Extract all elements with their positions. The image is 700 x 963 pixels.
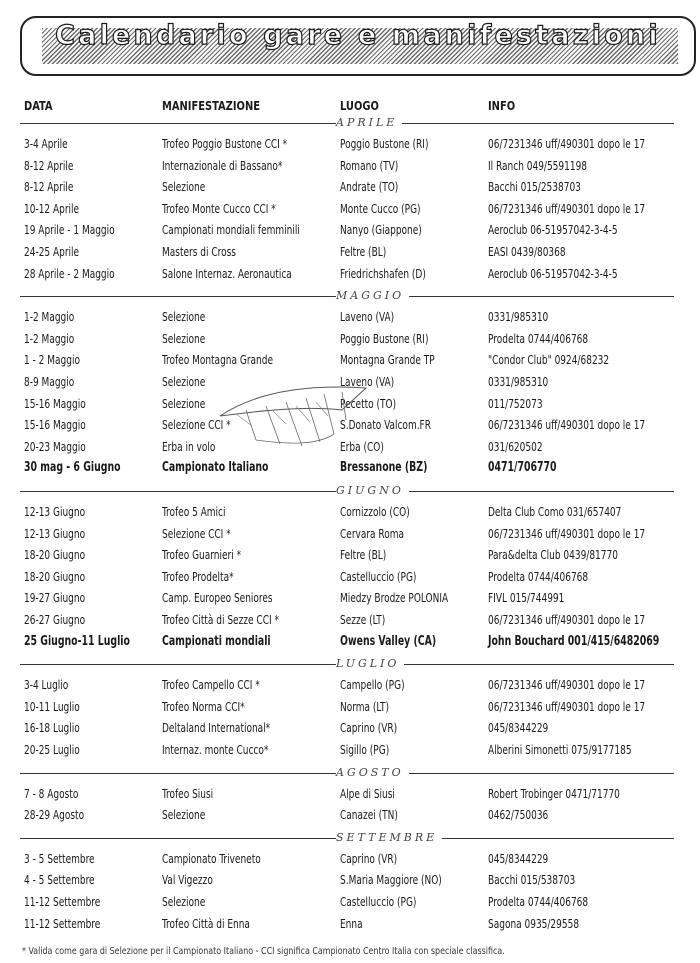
title-banner [20,16,696,76]
cell-place: Feltre (BL) [340,244,387,259]
table-row [0,135,700,156]
cell-event: Camp. Europeo Seniores [162,590,273,606]
cell-event: Campionati mondiali femminili [162,222,300,238]
cell-event: Selezione CCI * [162,417,231,433]
table-row [0,200,700,221]
table-row [0,221,700,242]
cell-event: Selezione [162,179,206,195]
cell-event: Trofeo Siusi [162,785,214,801]
cell-place: Sigillo (PG) [340,742,390,757]
cell-place: Romano (TV) [340,157,399,173]
cell-event: Internazionale di Bassano* [162,157,283,173]
cell-info: Delta Club Como 031/657407 [488,504,622,519]
cell-place: Nanyo (Giappone) [340,222,422,238]
cell-date: 3-4 Luglio [24,677,69,693]
table-row [0,157,700,178]
month-label: APRILE [336,116,402,130]
table-row [0,308,700,329]
cell-info: Prodelta 0744/406768 [488,894,589,909]
cell-place: Caprino (VR) [340,720,398,736]
cell-info: Robert Trobinger 0471/71770 [488,785,620,801]
cell-event: Trofeo 5 Amici [162,504,226,519]
cell-date: 24-25 Aprile [24,244,80,259]
table-row [0,719,700,740]
table-row [0,503,700,524]
cell-date: 3 - 5 Settembre [24,850,95,866]
cell-place: Feltre (BL) [340,547,387,563]
table-row [0,589,700,610]
cell-place: Friedrichshafen (D) [340,265,426,281]
cell-event: Trofeo Monte Cucco CCI * [162,200,276,216]
column-header-place: LUOGO [340,98,379,113]
table-row [0,676,700,697]
cell-date: 1-2 Maggio [24,330,75,346]
cell-event: Campionato Triveneto [162,850,261,866]
cell-date: 20-23 Maggio [24,438,86,454]
cell-info: 0462/750036 [488,807,549,823]
cell-info: 06/7231346 uff/490301 dopo le 17 [488,698,646,714]
cell-date: 12-13 Giugno [24,525,86,541]
cell-event: Salone Internaz. Aeronautica [162,265,292,281]
cell-info: 045/8344229 [488,720,549,736]
cell-place: Castelluccio (PG) [340,894,417,909]
cell-place: Owens Valley (CA) [340,633,437,649]
glider-sketch-illustration [216,380,372,450]
cell-place: Laveno (VA) [340,309,395,325]
table-row [0,785,700,806]
cell-place: Caprino (VR) [340,850,398,866]
cell-event: Selezione [162,894,206,909]
cell-place: Poggio Bustone (RI) [340,330,429,346]
table-row [0,871,700,892]
cell-info: 06/7231346 uff/490301 dopo le 17 [488,525,646,541]
month-label: MAGGIO [336,289,409,303]
cell-info: Aeroclub 06-51957042-3-4-5 [488,265,618,281]
cell-event: Trofeo Città di Sezze CCI * [162,612,279,627]
table-row [0,633,700,654]
table-row [0,698,700,719]
cell-date: 19-27 Giugno [24,590,86,606]
cell-date: 8-9 Maggio [24,374,75,389]
cell-event: Trofeo Città di Enna [162,915,250,931]
cell-info: "Condor Club" 0924/68232 [488,352,610,368]
cell-info: 06/7231346 uff/490301 dopo le 17 [488,200,646,216]
cell-event: Internaz. monte Cucco* [162,742,269,757]
cell-date: 18-20 Giugno [24,547,86,563]
cell-place: Poggio Bustone (RI) [340,136,429,151]
cell-place: Laveno (VA) [340,374,395,389]
cell-event: Campionato Italiano [162,460,269,476]
cell-place: S.Donato Valcom.FR [340,417,431,433]
cell-event: Val Vigezzo [162,872,213,888]
cell-date: 11-12 Settembre [24,894,101,909]
table-row [0,459,700,480]
table-row [0,546,700,567]
cell-event: Masters di Cross [162,244,236,259]
cell-date: 28 Aprile - 2 Maggio [24,265,115,281]
cell-event: Selezione [162,330,206,346]
cell-info: EASI 0439/80368 [488,244,566,259]
table-row [0,850,700,871]
cell-place: S.Maria Maggiore (NO) [340,872,442,888]
cell-info: Prodelta 0744/406768 [488,568,589,584]
cell-info: Bacchi 015/538703 [488,872,576,888]
month-label: SETTEMBRE [336,831,442,845]
cell-date: 4 - 5 Settembre [24,872,95,888]
page-title: Calendario gare e manifestazioni [55,20,661,51]
cell-date: 1 - 2 Maggio [24,352,80,368]
cell-date: 15-16 Maggio [24,395,86,411]
table-row [0,611,700,632]
cell-date: 8-12 Aprile [24,179,74,195]
cell-info: Alberini Simonetti 075/9177185 [488,742,632,757]
table-row [0,915,700,936]
cell-date: 1-2 Maggio [24,309,75,325]
cell-info: 011/752073 [488,395,543,411]
cell-event: Trofeo Campello CCI * [162,677,260,693]
table-row [0,568,700,589]
cell-place: Enna [340,915,363,931]
cell-place: Alpe di Siusi [340,785,395,801]
cell-date: 10-11 Luglio [24,698,80,714]
cell-date: 7 - 8 Agosto [24,785,79,801]
cell-event: Trofeo Prodelta* [162,568,234,584]
cell-info: 031/620502 [488,438,543,454]
cell-place: Norma (LT) [340,698,390,714]
column-header-event: MANIFESTAZIONE [162,98,260,113]
cell-event: Trofeo Norma CCI* [162,698,245,714]
cell-event: Selezione CCI * [162,525,231,541]
cell-place: Canazei (TN) [340,807,398,823]
cell-date: 19 Aprile - 1 Maggio [24,222,115,238]
cell-date: 25 Giugno-11 Luglio [24,633,130,649]
cell-event: Selezione [162,807,206,823]
cell-event: Trofeo Montagna Grande [162,352,273,368]
month-label: LUGLIO [336,657,404,671]
cell-event: Selezione [162,395,206,411]
cell-place: Cornizzolo (CO) [340,504,410,519]
cell-place: Andrate (TO) [340,179,399,195]
table-row [0,893,700,914]
cell-date: 26-27 Giugno [24,612,86,627]
cell-info: Para&delta Club 0439/81770 [488,547,618,563]
table-row [0,265,700,286]
footnote: * Valida come gara di Selezione per il Campionato Italiano - CCI significa Campionato Centro Italia con speciale classifica. [22,946,505,957]
table-row [0,741,700,762]
month-label: GIUGNO [336,484,409,498]
table-row [0,806,700,827]
cell-date: 11-12 Settembre [24,915,101,931]
table-row [0,351,700,372]
cell-event: Campionati mondiali [162,633,271,649]
cell-date: 15-16 Maggio [24,417,86,433]
cell-event: Trofeo Poggio Bustone CCI * [162,136,288,151]
cell-event: Selezione [162,309,206,325]
cell-place: Montagna Grande TP [340,352,435,368]
table-row [0,243,700,264]
cell-event: Selezione [162,374,206,389]
cell-info: 06/7231346 uff/490301 dopo le 17 [488,417,646,433]
cell-place: Sezze (LT) [340,612,386,627]
cell-date: 16-18 Luglio [24,720,80,736]
cell-date: 10-12 Aprile [24,200,80,216]
cell-info: Prodelta 0744/406768 [488,330,589,346]
cell-place: Bressanone (BZ) [340,460,428,476]
cell-place: Miedzy Brodze POLONIA [340,590,449,606]
cell-info: John Bouchard 001/415/6482069 [488,633,660,649]
cell-place: Monte Cucco (PG) [340,200,421,216]
cell-info: 0331/985310 [488,309,549,325]
cell-date: 20-25 Luglio [24,742,80,757]
table-row [0,178,700,199]
cell-info: Sagona 0935/29558 [488,915,580,931]
cell-info: Bacchi 015/2538703 [488,179,581,195]
cell-place: Pecetto (TO) [340,395,397,411]
cell-info: 06/7231346 uff/490301 dopo le 17 [488,136,646,151]
cell-date: 30 mag - 6 Giugno [24,460,121,476]
cell-date: 28-29 Agosto [24,807,85,823]
cell-date: 3-4 Aprile [24,136,68,151]
cell-info: Il Ranch 049/5591198 [488,157,588,173]
cell-place: Campello (PG) [340,677,405,693]
cell-info: Aeroclub 06-51957042-3-4-5 [488,222,618,238]
column-header-info: INFO [488,98,516,113]
table-row [0,330,700,351]
cell-info: 06/7231346 uff/490301 dopo le 17 [488,612,646,627]
cell-info: 045/8344229 [488,850,549,866]
cell-info: 0471/706770 [488,460,557,476]
cell-info: 0331/985310 [488,374,549,389]
cell-info: FIVL 015/744991 [488,590,565,606]
column-header-date: DATA [24,98,53,113]
table-row [0,525,700,546]
cell-place: Erba (CO) [340,438,384,454]
cell-info: 06/7231346 uff/490301 dopo le 17 [488,677,646,693]
cell-place: Castelluccio (PG) [340,568,417,584]
cell-event: Trofeo Guarnieri * [162,547,242,563]
cell-date: 8-12 Aprile [24,157,74,173]
cell-place: Cervara Roma [340,525,404,541]
cell-date: 18-20 Giugno [24,568,86,584]
month-label: AGOSTO [336,766,409,780]
cell-event: Erba in volo [162,438,216,454]
cell-date: 12-13 Giugno [24,504,86,519]
cell-event: Deltaland International* [162,720,271,736]
